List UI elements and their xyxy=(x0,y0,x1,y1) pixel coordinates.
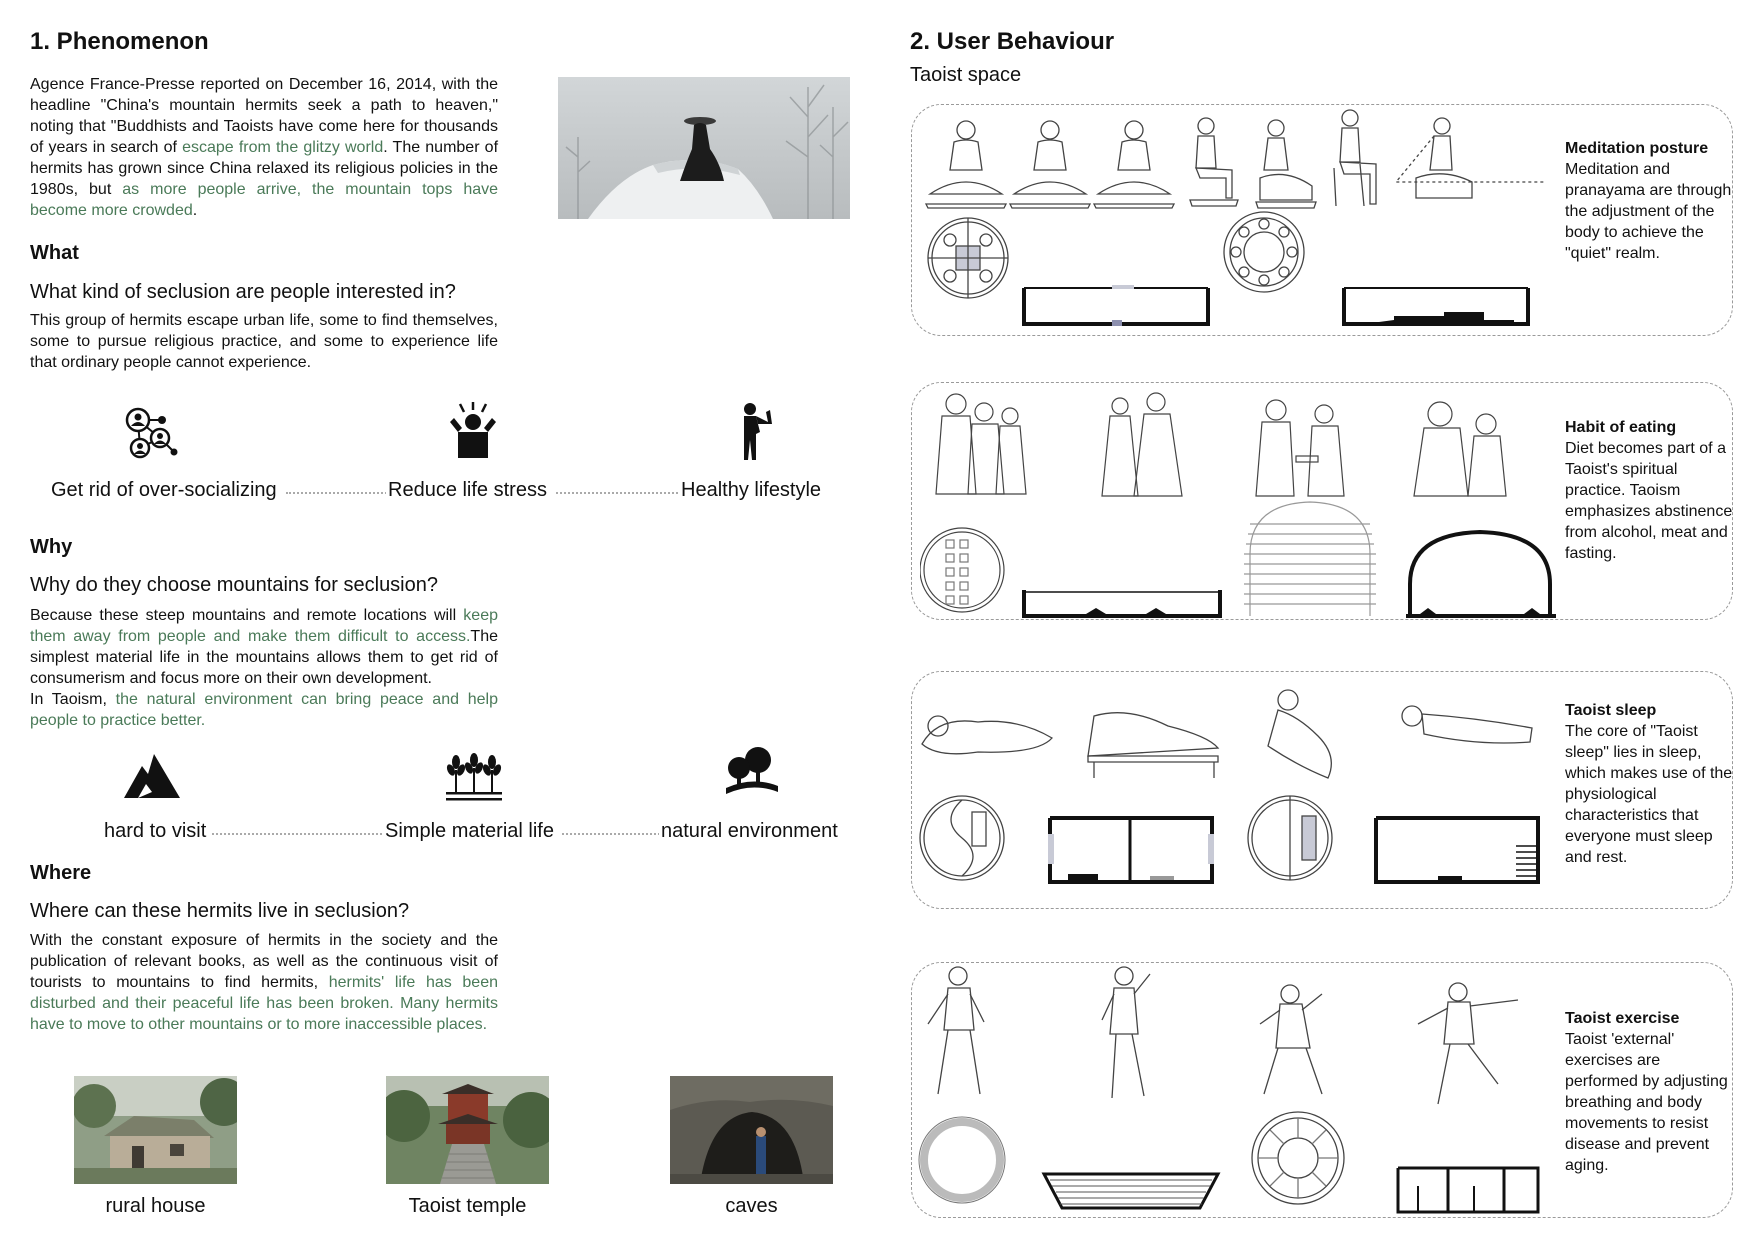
dotted-connector xyxy=(556,492,678,494)
sleep-text: The core of "Taoist sleep" lies in sleep, which makes use of the physiological characteristics that everyone must sleep and rest. xyxy=(1565,723,1733,866)
healthy-person-icon xyxy=(738,402,772,462)
label-reduce-stress: Reduce life stress xyxy=(388,479,547,501)
taoist-temple-photo xyxy=(386,1076,549,1184)
intro-paragraph: Agence France-Presse reported on December 16, 2014, with the headline "China's mountain hermits seek a path to heaven," noting that "Buddhists and Taoists have come here for thousands of years in search of escape from the glitzy world. The number of hermits has grown since China relaxed its religious policies in the 1980s, but as more people arrive, the mountain tops have become more crowded. xyxy=(30,76,499,219)
phenomenon-title: 1. Phenomenon xyxy=(30,28,209,55)
exercise-text: Taoist 'external' exercises are performed by adjusting breathing and body movements to resist disease and prevent aging. xyxy=(1565,1031,1728,1174)
label-simple-material-life: Simple material life xyxy=(385,820,554,842)
sleep-sketches xyxy=(918,686,1558,896)
label-hard-to-visit: hard to visit xyxy=(104,820,207,842)
hermit-on-mountain-photo xyxy=(558,77,850,219)
wheat-icon xyxy=(446,752,502,802)
what-heading: What xyxy=(30,242,79,264)
caves-photo xyxy=(670,1076,833,1184)
where-question: Where can these hermits live in seclusion? xyxy=(30,900,410,922)
caption-rural-house: rural house xyxy=(105,1195,206,1217)
mountain-icon xyxy=(124,752,180,798)
panel-eating-text xyxy=(1565,417,1735,564)
why-heading: Why xyxy=(30,536,73,558)
panel-exercise-text xyxy=(1565,1008,1735,1176)
what-text: This group of hermits escape urban life, some to find themselves, some to pursue religious practice, and some to experience life that ordinary people cannot experience. xyxy=(30,312,498,371)
dotted-connector xyxy=(212,833,382,835)
social-network-icon xyxy=(122,404,178,460)
what-question: What kind of seclusion are people interested in? xyxy=(30,281,456,303)
taoist-space-subtitle: Taoist space xyxy=(910,64,1022,86)
meditation-text: Meditation and pranayama are through the adjustment of the body to achieve the "quiet" realm. xyxy=(1565,161,1732,262)
dotted-connector xyxy=(562,833,664,835)
label-over-socializing: Get rid of over-socializing xyxy=(51,479,277,501)
why-question: Why do they choose mountains for seclusion? xyxy=(30,574,438,596)
label-healthy-lifestyle: Healthy lifestyle xyxy=(681,479,822,501)
caption-taoist-temple: Taoist temple xyxy=(408,1195,527,1217)
eating-text: Diet becomes part of a Taoist's spiritual practice. Taoism emphasizes abstinence from alcohol, meat and fasting. xyxy=(1565,440,1733,562)
where-text: With the constant exposure of hermits in the society and the publication of relevant books, as well as the continuous visit of tourists to mountains to find hermits, hermits' life has been disturbed and their peaceful life has been broken. Many hermits have to move to other mountains or to more inaccessible places. xyxy=(30,932,498,1033)
meditation-title: Meditation posture xyxy=(1565,140,1709,157)
tree-landscape-icon xyxy=(726,746,778,798)
eating-sketches xyxy=(920,384,1560,618)
sleep-title: Taoist sleep xyxy=(1565,702,1657,719)
panel-sleep-text xyxy=(1565,700,1735,868)
user-behaviour-title: 2. User Behaviour xyxy=(910,28,1115,55)
label-natural-environment: natural environment xyxy=(661,820,838,842)
panel-meditation-text xyxy=(1565,138,1735,264)
why-text: Because these steep mountains and remote locations will keep them away from people and make them difficult to access.The simplest material life in the mountains allows them to get rid of consumerism and focus more on their own development. In Taoism, the natural environment can bring peace and help people to practice better. xyxy=(30,607,498,729)
eating-title: Habit of eating xyxy=(1565,419,1677,436)
exercise-sketches xyxy=(918,964,1558,1214)
exercise-title: Taoist exercise xyxy=(1565,1010,1680,1027)
where-heading: Where xyxy=(30,862,92,884)
stress-person-icon xyxy=(448,400,498,460)
dotted-connector xyxy=(286,492,394,494)
rural-house-photo xyxy=(74,1076,237,1184)
caption-caves: caves xyxy=(725,1195,778,1217)
meditation-sketches xyxy=(924,108,1564,336)
